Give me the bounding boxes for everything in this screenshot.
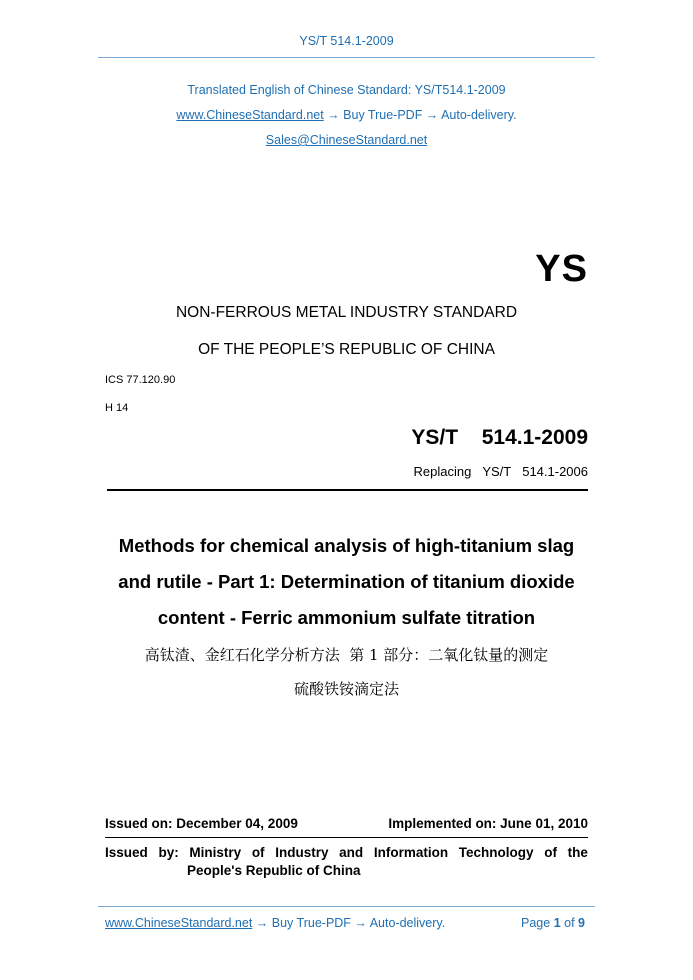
implemented-on-date: Implemented on: June 01, 2010 <box>388 816 588 831</box>
page-current: 1 <box>553 916 561 930</box>
issued-by-word: of <box>544 845 557 860</box>
chinese-title-line-2: 硫酸铁铵滴定法 <box>293 680 399 698</box>
issued-by-word: of <box>251 845 265 860</box>
issued-by-line-2: People's Republic of China <box>187 863 361 878</box>
issued-on-date: Issued on: December 04, 2009 <box>105 816 298 831</box>
footer-site-link[interactable]: www.ChineseStandard.net <box>105 916 253 930</box>
english-title-line-1: Methods for chemical analysis of high-titanium slag <box>118 535 575 556</box>
issue-divider <box>105 837 588 838</box>
page-total: 9 <box>578 916 585 930</box>
title-divider <box>107 489 588 491</box>
ys-logo: YS <box>535 248 588 290</box>
footer-purchase-line <box>105 916 445 930</box>
issued-by-word: and <box>339 845 364 860</box>
issued-by-word: by: <box>158 845 179 860</box>
issued-by-word: Information <box>373 845 449 860</box>
issued-by-word: Issued <box>105 845 148 860</box>
issued-by-word: Industry <box>275 845 329 860</box>
english-title-line-3: content - Ferric ammonium sulfate titration <box>157 607 536 628</box>
chinese-title-line-1: 高钛渣、金红石化学分析方法 第 1 部分：二氧化钛量的测定 <box>144 646 549 664</box>
email-line <box>0 133 693 147</box>
purchase-text: → Buy True-PDF → Auto-delivery. <box>323 108 517 122</box>
issued-by-word: Ministry <box>189 845 242 860</box>
english-title <box>0 528 693 636</box>
site-link[interactable]: www.ChineseStandard.net <box>176 108 324 122</box>
issued-by-word: the <box>567 845 588 860</box>
page-of: of <box>564 916 575 930</box>
standard-number: YS/T 514.1-2009 <box>411 426 588 449</box>
page-label: Page <box>521 916 551 930</box>
footer-purchase-text: → Buy True-PDF → Auto-delivery. <box>252 916 446 930</box>
ics-code: ICS 77.120.90 <box>105 374 176 386</box>
footer-divider <box>98 906 595 907</box>
english-title-line-2: and rutile - Part 1: Determination of titanium dioxide <box>118 571 575 592</box>
ccs-code: H 14 <box>105 402 129 414</box>
header-divider <box>98 57 595 58</box>
translation-notice: Translated English of Chinese Standard: YS/T514.1-2009 <box>187 83 506 97</box>
chinese-title <box>0 638 693 706</box>
standard-category-line-1: NON-FERROUS METAL INDUSTRY STANDARD <box>175 304 518 321</box>
issued-by <box>105 844 588 880</box>
standard-category-line-2: OF THE PEOPLE’S REPUBLIC OF CHINA <box>198 341 495 358</box>
sales-email-link[interactable]: Sales@ChineseStandard.net <box>265 133 428 147</box>
issued-by-line-1 <box>105 844 588 862</box>
purchase-line <box>0 108 693 122</box>
page-indicator <box>521 916 585 930</box>
issued-by-word: Technology <box>458 845 534 860</box>
replacing-standard: Replacing YS/T 514.1-2006 <box>413 464 588 479</box>
page-header-title: YS/T 514.1-2009 <box>299 34 394 48</box>
